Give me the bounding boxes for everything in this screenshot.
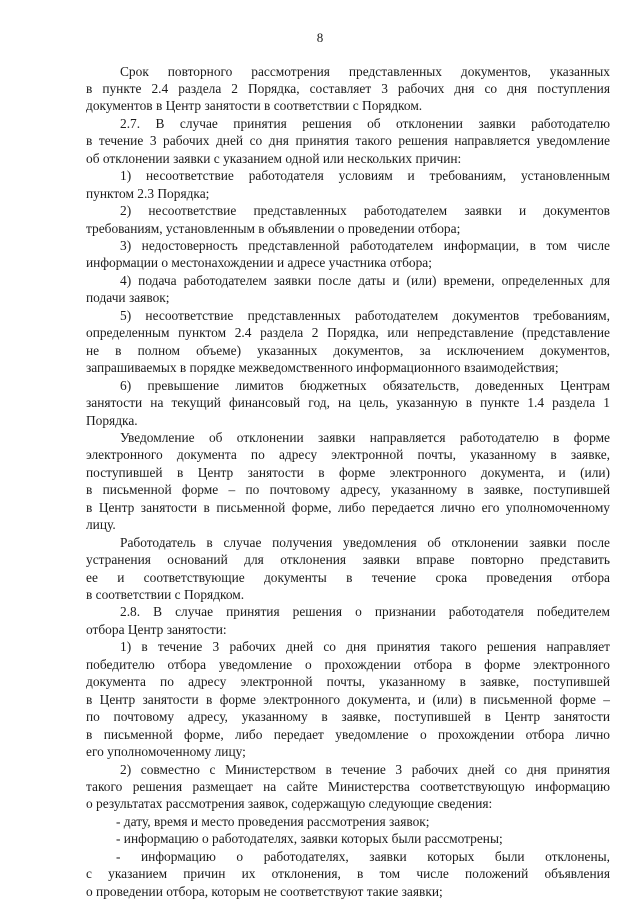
text-line: 5) несоответствие представленных работодателем документов требованиям,	[120, 307, 610, 323]
text-line: Работодатель в случае получения уведомления об отклонении заявки после	[120, 534, 610, 550]
text-line: 1) несоответствие работодателя условиям и требованиям, установленным	[120, 168, 610, 184]
text-line: в Центр занятости в письменной форме, либо передается лично его уполномоченному	[86, 499, 610, 515]
page-number: 8	[316, 30, 324, 45]
text-line: отбора Центр занятости:	[86, 621, 227, 637]
text-line: определенным пунктом 2.4 раздела 2 Порядка, или непредставление (представление	[86, 325, 610, 341]
text-line: о результатах рассмотрения заявок, содержащую следующие сведения:	[86, 796, 493, 812]
text-line: подачи заявок;	[86, 290, 170, 306]
text-line: его уполномоченному лицу;	[86, 744, 246, 759]
text-line: запрашиваемых в порядке межведомственного информационного взаимодействия;	[86, 360, 559, 376]
text-line: с указанием причин их отклонения, в том числе положений объявления	[86, 866, 610, 882]
text-line: 2.7. В случае принятия решения об отклонении заявки работодателю	[120, 115, 610, 131]
text-line: 2.8. В случае принятия решения о признании работодателя победителем	[120, 604, 610, 620]
text-line: - дату, время и место проведения рассмотрения заявок;	[116, 813, 430, 829]
text-line: не в полном объеме) указанных документов, за исключением документов,	[86, 342, 610, 358]
text-line: победителю отбора уведомление о прохождении отбора в форме электронного	[86, 656, 610, 672]
text-line: 1) в течение 3 рабочих дней со дня принятия такого решения направляет	[120, 639, 610, 655]
text-line: - информацию о работодателях, заявки которых были рассмотрены;	[116, 831, 503, 847]
text-line: документов в Центр занятости в соответствии с Порядком.	[86, 98, 423, 114]
text-line: 6) превышение лимитов бюджетных обязательств, доведенных Центрам	[120, 377, 610, 393]
text-line: 2) несоответствие представленных работодателем заявки и документов	[120, 203, 610, 219]
text-line: 3) недостоверность представленной работодателем информации, в том числе	[120, 238, 610, 253]
text-line: Порядка.	[86, 412, 138, 428]
text-line: 4) подача работодателем заявки после даты и (или) времени, определенных для	[120, 272, 610, 288]
text-line: Уведомление об отклонении заявки направляется работодателю в форме	[120, 429, 610, 445]
text-line: в письменной форме – по почтовому адресу, указанному в заявке, поступившей	[86, 482, 610, 498]
text-line: информации о местонахождении и адресе участника отбора;	[86, 255, 432, 271]
text-line: документа по адресу электронной почты, указанному в заявке, поступившей	[86, 674, 610, 690]
text-line: в соответствии с Порядком.	[86, 587, 245, 602]
text-line: устранения оснований для отклонения заявки вправе повторно представить	[86, 552, 610, 568]
text-line: ее и соответствующие документы в течение срока проведения отбора	[86, 569, 610, 585]
text-line: поступившей в Центр занятости в форме электронного документа, и (или)	[86, 464, 610, 480]
text-line: такого решения размещает на сайте Министерства соответствующую информацию	[86, 778, 610, 794]
text-line: пунктом 2.3 Порядка;	[86, 185, 210, 201]
text-line: электронного документа по адресу электронной почты, указанному в заявке,	[86, 447, 610, 463]
text-line: в пункте 2.4 раздела 2 Порядка, составляет 3 рабочих дня со дня поступления	[86, 81, 610, 96]
text-line: по почтовому адресу, указанному в заявке, поступившей в Центр занятости	[86, 709, 610, 725]
text-line: в Центр занятости в форме электронного документа, и (или) в письменной форме –	[86, 691, 610, 707]
text-line: занятости на текущий финансовый год, на цель, указанную в пункте 1.4 раздела 1	[86, 395, 610, 411]
text-line: о проведении отбора, которым не соответствуют такие заявки;	[86, 883, 443, 899]
text-line: в течение 3 рабочих дней со дня принятия такого решения направляется уведомление	[86, 133, 610, 149]
text-line: в письменной форме, либо передает уведомление о прохождении отбора лично	[86, 726, 610, 742]
text-line: об отклонении заявки с указанием одной или нескольких причин:	[86, 150, 462, 166]
text-line: 2) совместно с Министерством в течение 3 рабочих дней со дня принятия	[120, 761, 610, 777]
text-line: лицу.	[86, 517, 116, 533]
text-line: - информацию о работодателях, заявки которых были отклонены,	[116, 848, 610, 864]
text-line: требованиям, установленным в объявлении о проведении отбора;	[86, 220, 461, 236]
text-line: Срок повторного рассмотрения представленных документов, указанных	[120, 63, 610, 79]
